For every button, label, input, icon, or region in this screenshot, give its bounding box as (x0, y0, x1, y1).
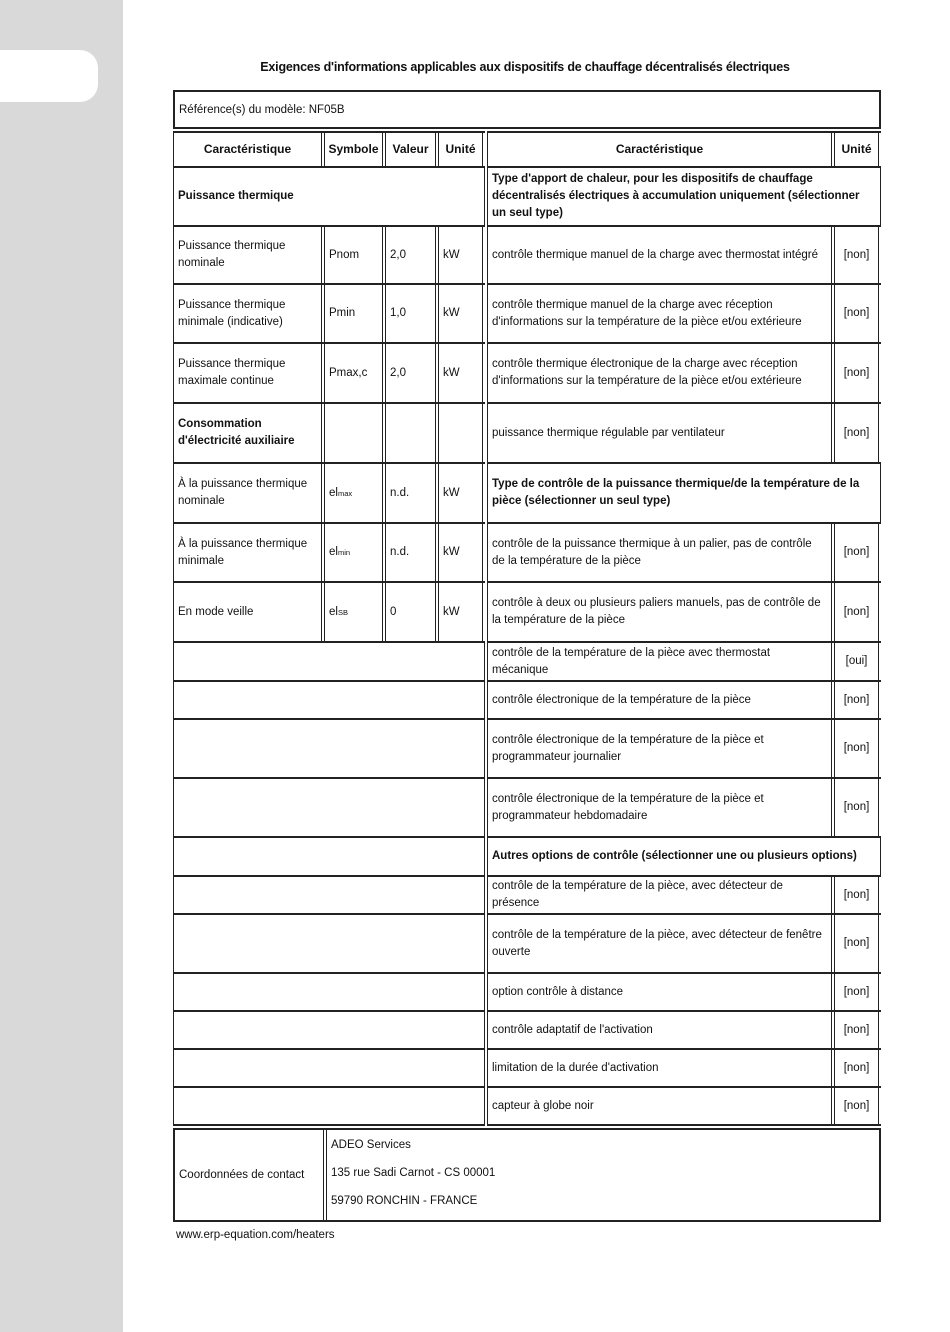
symbol-base: el (329, 546, 338, 558)
document-title: Exigences d'informations applicables aux dispositifs de chauffage décentralisés électriques (260, 60, 790, 74)
row-unit: [non] (834, 227, 879, 283)
empty-cell (173, 838, 485, 875)
row-unit: kW (438, 464, 483, 522)
table-row (487, 1088, 881, 1126)
row-value (385, 404, 436, 462)
table-row (173, 227, 485, 285)
empty-row (173, 720, 485, 779)
section-title: Type de contrôle de la puissance thermique/de la température de la pièce (sélectionner un seul type) (487, 464, 881, 522)
row-symbol: Pnom (324, 227, 383, 283)
table-row (173, 404, 485, 464)
row-characteristic: contrôle électronique de la température de la pièce (487, 682, 832, 718)
table-row (173, 524, 485, 583)
symbol-subscript: max (337, 488, 353, 498)
side-panel (0, 0, 123, 1332)
right-row-section (487, 168, 881, 227)
row-value: n.d. (385, 524, 436, 581)
empty-cell (173, 1050, 485, 1086)
row-unit: [non] (834, 915, 879, 972)
left-header-row (173, 131, 485, 168)
contact-line: 59790 RONCHIN - FRANCE (331, 1195, 478, 1207)
model-reference: Référence(s) du modèle: NF05B (173, 90, 881, 129)
row-unit: [non] (834, 1088, 879, 1124)
row-unit: [non] (834, 344, 879, 402)
row-characteristic: contrôle de la puissance thermique à un palier, pas de contrôle de la température de la pièce (487, 524, 832, 581)
empty-cell (173, 877, 485, 913)
empty-row (173, 682, 485, 720)
footer-url[interactable]: www.erp-equation.com/heaters (176, 1229, 335, 1241)
table-row (487, 344, 881, 404)
table-row (487, 974, 881, 1012)
header-unit: Unité (834, 133, 879, 166)
row-unit (438, 404, 483, 462)
header-characteristic: Caractéristique (173, 133, 322, 166)
row-characteristic: contrôle thermique électronique de la charge avec réception d'informations sur la température de la pièce et/ou extérieure (487, 344, 832, 402)
row-characteristic: capteur à globe noir (487, 1088, 832, 1124)
header-characteristic: Caractéristique (487, 133, 832, 166)
row-unit: [non] (834, 779, 879, 836)
right-row-section (487, 838, 881, 877)
empty-cell (173, 1012, 485, 1048)
row-symbol (324, 404, 383, 462)
contact-line: 135 rue Sadi Carnot - CS 00001 (331, 1167, 496, 1179)
row-characteristic: puissance thermique régulable par ventilateur (487, 404, 832, 462)
row-characteristic: option contrôle à distance (487, 974, 832, 1010)
symbol-base: el (329, 486, 338, 499)
contact-line: ADEO Services (331, 1139, 411, 1151)
section-title: Type d'apport de chaleur, pour les dispositifs de chauffage décentralisés électriques à accumulation uniquement (sélectionner un seul type) (487, 168, 881, 225)
table-row (487, 285, 881, 344)
table-row (173, 583, 485, 643)
row-unit: [non] (834, 524, 879, 581)
right-table (487, 131, 881, 1126)
row-characteristic: contrôle adaptatif de l'activation (487, 1012, 832, 1048)
empty-row (173, 643, 485, 682)
row-characteristic: contrôle de la température de la pièce, avec détecteur de fenêtre ouverte (487, 915, 832, 972)
table-row (487, 524, 881, 583)
empty-cell (173, 1088, 485, 1124)
row-unit: [oui] (834, 643, 879, 680)
side-tab (0, 50, 98, 102)
empty-row (173, 1088, 485, 1126)
row-unit: kW (438, 227, 483, 283)
right-header-row (487, 131, 881, 168)
row-unit: [non] (834, 974, 879, 1010)
empty-row (173, 877, 485, 915)
table-row (487, 404, 881, 464)
row-value: 2,0 (385, 344, 436, 402)
row-characteristic: À la puissance thermique minimale (173, 524, 322, 581)
row-characteristic: limitation de la durée d'activation (487, 1050, 832, 1086)
symbol-base: el (329, 605, 338, 618)
row-characteristic: contrôle électronique de la température de la pièce et programmateur journalier (487, 720, 832, 777)
empty-row (173, 974, 485, 1012)
contact-label: Coordonnées de contact (175, 1130, 324, 1220)
row-unit: [non] (834, 877, 879, 913)
row-characteristic: contrôle à deux ou plusieurs paliers manuels, pas de contrôle de la température de la pièce (487, 583, 832, 641)
table-row (487, 915, 881, 974)
header-value: Valeur (385, 133, 436, 166)
table-row (173, 464, 485, 524)
header-symbol: Symbole (324, 133, 383, 166)
row-unit: kW (438, 583, 483, 641)
row-unit: [non] (834, 1012, 879, 1048)
row-symbol (324, 464, 383, 522)
row-characteristic: contrôle électronique de la température de la pièce et programmateur hebdomadaire (487, 779, 832, 836)
row-characteristic: En mode veille (173, 583, 322, 641)
empty-row (173, 838, 485, 877)
empty-cell (173, 682, 485, 718)
row-unit: kW (438, 285, 483, 342)
table-row (487, 583, 881, 643)
row-characteristic: contrôle de la température de la pièce avec thermostat mécanique (487, 643, 832, 680)
row-symbol (324, 524, 383, 581)
empty-cell (173, 779, 485, 836)
empty-row (173, 1012, 485, 1050)
table-row (487, 779, 881, 838)
row-value: n.d. (385, 464, 436, 522)
row-characteristic: Puissance thermique maximale continue (173, 344, 322, 402)
info-table (173, 90, 881, 1222)
table-row (487, 877, 881, 915)
empty-cell (173, 974, 485, 1010)
table-row (173, 344, 485, 404)
table-row (487, 682, 881, 720)
row-symbol: Pmin (324, 285, 383, 342)
empty-row (173, 1050, 485, 1088)
left-table (173, 131, 485, 1126)
empty-cell (173, 720, 485, 777)
row-characteristic: contrôle thermique manuel de la charge avec réception d'informations sur la température de la pièce et/ou extérieure (487, 285, 832, 342)
table-row (173, 285, 485, 344)
header-unit: Unité (438, 133, 483, 166)
symbol-subscript: min (337, 548, 351, 557)
row-value: 2,0 (385, 227, 436, 283)
row-characteristic: contrôle thermique manuel de la charge avec thermostat intégré (487, 227, 832, 283)
row-characteristic: Consommation d'électricité auxiliaire (173, 404, 322, 462)
row-unit: [non] (834, 285, 879, 342)
row-unit: [non] (834, 404, 879, 462)
table-row (487, 1050, 881, 1088)
row-unit: [non] (834, 682, 879, 718)
row-symbol (324, 583, 383, 641)
empty-row (173, 779, 485, 838)
section-title: Autres options de contrôle (sélectionner une ou plusieurs options) (487, 838, 881, 875)
row-unit: [non] (834, 720, 879, 777)
left-row-section (173, 168, 485, 227)
section-title: Puissance thermique (173, 168, 485, 225)
empty-cell (173, 915, 485, 972)
row-value: 0 (385, 583, 436, 641)
table-row (487, 227, 881, 285)
row-characteristic: À la puissance thermique nominale (173, 464, 322, 522)
empty-row (173, 915, 485, 974)
contact-block (173, 1128, 881, 1222)
row-unit: kW (438, 524, 483, 581)
symbol-subscript: SB (337, 607, 348, 617)
row-value: 1,0 (385, 285, 436, 342)
empty-cell (173, 643, 485, 680)
right-row-section (487, 464, 881, 524)
row-characteristic: contrôle de la température de la pièce, avec détecteur de présence (487, 877, 832, 913)
row-unit: kW (438, 344, 483, 402)
contact-address (326, 1130, 495, 1220)
table-row (487, 720, 881, 779)
row-characteristic: Puissance thermique nominale (173, 227, 322, 283)
table-row (487, 643, 881, 682)
table-row (487, 1012, 881, 1050)
row-symbol: Pmax,c (324, 344, 383, 402)
row-characteristic: Puissance thermique minimale (indicative) (173, 285, 322, 342)
row-unit: [non] (834, 583, 879, 641)
row-unit: [non] (834, 1050, 879, 1086)
